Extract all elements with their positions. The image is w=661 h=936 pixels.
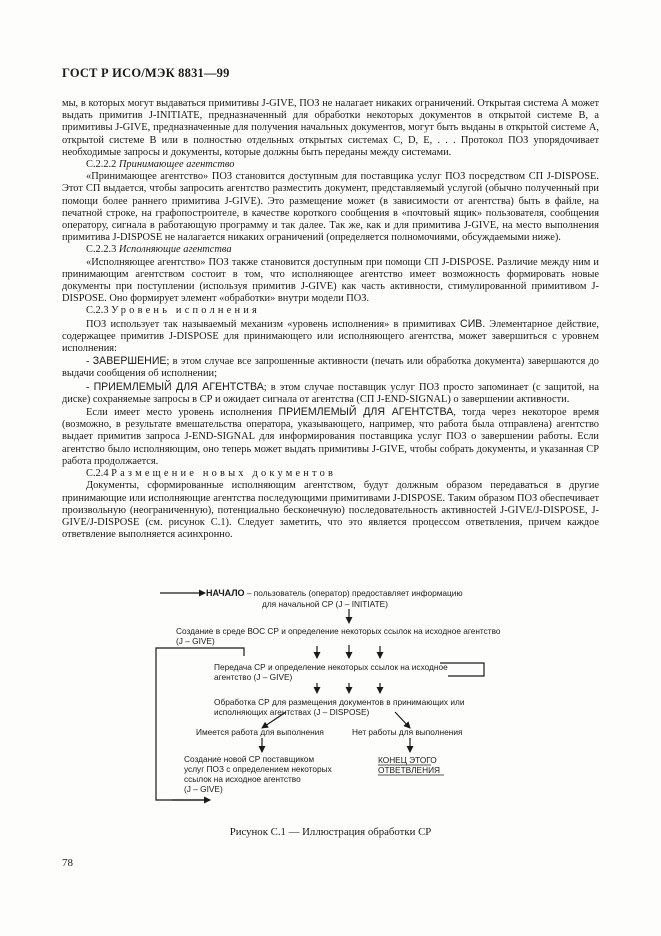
section-heading-c222	[62, 159, 599, 171]
term: ЗАВЕРШЕНИЕ	[92, 355, 167, 368]
text-run: . Элементарное действие, содержащее примитив J-DISPOSE для принимающего или исполняющего агентства, может завершиться с уровнем исполнения:	[62, 318, 599, 355]
list-dash: -	[86, 381, 94, 393]
list-item	[62, 355, 599, 380]
text-run: ; в этом случае поставщик услуг ПОЗ просто запоминает (с защитой, на диске) сохраняемые запросы в СР и ожидает сигнала от агентства (СП J-END-SIGNAL) о завершении активности.	[62, 381, 599, 405]
start-line: НАЧАЛО – пользователь (оператор) предоставляет информацию	[206, 588, 463, 598]
no-work-label: Нет работы для выполнения	[352, 727, 463, 737]
term: СИВ	[460, 317, 483, 330]
paragraph: «Принимающее агентство» ПОЗ становится доступным для поставщика услуг ПОЗ посредством СП J-DISPOSE. Этот СП выдается, чтобы запросить агентство разместить документ, представляемый услугой (обычно полученный при помощи более раннего примитива J-GIVE). Это размещение может (в зависимости от агентства) быть в файле, на печатной строке, на графопостроителе, в качестве короткого сообщения в «почтовый ящик» пользователя, сообщения оператору, сигнала в работающую программу и так далее. Так же, как и для примитива J-GIVE, на место выполнения примитива J-DISPOSE не налагается никаких ограничений (определяется полномочиями, обсуждаемыми ниже).	[62, 171, 599, 244]
text-run: ; в этом случае все запрошенные активности (печать или обработка документа) завершаются до выдачи сообщения об исполнении;	[62, 356, 600, 380]
text-run: , тогда через некоторое время (возможно, в результате вмешательства оператора, указывающего, например, что работа была отправлена) агентство выдает примитив запроса J-END-SIGNAL для информирования поставщика услуг ПОЗ о завершении работы. Если агентство было исполняющим, оно теперь может выдать примитивы J-GIVE, чтобы собрать документы, и указанная СР работа продолжается.	[62, 407, 599, 467]
page-number: 78	[62, 857, 73, 869]
arrow-to-no-work	[395, 712, 410, 728]
term: ПРИЕМЛЕМЫЙ ДЛЯ АГЕНТСТВА	[93, 380, 264, 393]
start-line-2: для начальной СР (J – INITIATE)	[262, 599, 388, 609]
section-title: Размещение новых документов	[111, 468, 337, 480]
new-cp-line-3: ссылок на исходное агентство	[184, 774, 301, 784]
section-heading-c24	[62, 468, 599, 480]
process-line-2: исполняющих агентствах (J – DISPOSE)	[214, 707, 370, 717]
text-run: ПОЗ использует так называемый механизм «уровень исполнения» в примитивах	[86, 318, 461, 330]
transfer-line-1: Передача СР и определение некоторых ссылок на исходное	[214, 662, 448, 672]
create-line-1: Создание в среде ВОС СР и определение некоторых ссылок на исходное агентство	[176, 626, 501, 636]
new-cp-line-4: (J – GIVE)	[184, 784, 223, 794]
paragraph: «Исполняющее агентство» ПОЗ также становится доступным при помощи СП J-DISPOSE. Различие между ним и принимающим агентством состоит в том, что исполняющее агентство имеет возможность формировать новые документы при поступлении (используя примитив J-GIVE) как часть активности, стимулированной примитивом J-DISPOSE. Оно формирует элемент «обработки» внутри модели ПОЗ.	[62, 256, 599, 305]
section-title: Принимающее агентство	[118, 159, 235, 171]
section-number: С.2.3	[86, 305, 109, 317]
arrow-to-has-work	[262, 712, 286, 728]
create-line-2: (J – GIVE)	[176, 636, 215, 646]
term: ПРИЕМЛЕМЫЙ ДЛЯ АГЕНТСТВА	[278, 406, 454, 419]
end-line-1: КОНЕЦ ЭТОГО	[378, 755, 437, 765]
section-number: С.2.4	[86, 468, 109, 480]
process-line-1: Обработка СР для размещения документов в принимающих или	[214, 697, 465, 707]
page-header: ГОСТ Р ИСО/МЭК 8831—99	[62, 66, 230, 80]
section-number: С.2.2.2	[86, 159, 117, 171]
text-run: Если имеет место уровень исполнения	[86, 407, 279, 419]
section-heading-c23	[62, 305, 599, 317]
paragraph	[62, 318, 599, 356]
transfer-line-2: агентство (J – GIVE)	[214, 672, 293, 682]
has-work-label: Имеется работа для выполнения	[196, 727, 324, 737]
section-title: Уровень исполнения	[111, 305, 260, 317]
figure-caption: Рисунок С.1 — Иллюстрация обработки СР	[229, 826, 432, 838]
section-title: Исполняющие агентства	[118, 244, 232, 256]
loop-line	[156, 648, 244, 800]
list-item	[62, 381, 599, 406]
paragraph: Документы, сформированные исполняющим агентством, будут должным образом передаваться в другие принимающие или исполняющие агентства последующими примитивами J-DISPOSE. Таким образом ПОЗ обеспечивает произвольную (неограниченную), потенциально бесконечную) последовательность активностей J-GIVE/J-DISPOSE, J-GIVE/J-DISPOSE (см. рисунок С.1). Следует заметить, что это является процессом ответвления, причем каждое ответвление выполняется асинхронно.	[62, 480, 599, 541]
end-line-2: ОТВЕТВЛЕНИЯ	[378, 765, 441, 775]
list-dash: -	[86, 356, 93, 368]
new-cp-line-2: услуг ПОЗ с определением некоторых	[184, 764, 332, 774]
section-number: С.2.2.3	[86, 244, 117, 256]
paragraph	[62, 406, 599, 468]
new-cp-line-1: Создание новой СР поставщиком	[184, 754, 315, 764]
paragraph: мы, в которых могут выдаваться примитивы J-GIVE, ПОЗ не налагает никаких ограничений. Открытая система А может выдать примитив J-INITIATE, предназначенный для обработки некоторых документов в открытой системе В, а примитивы J-GIVE, предназначенные для получения начальных документов, могут быть выданы в открытой системе А, открытой системе В или в полностью отдельных открытых системах С, D, Е, . . . Протокол ПОЗ упорядочивает необходимые запросы и документы, которые должны быть переданы между системами.	[62, 98, 599, 158]
body-text	[62, 98, 599, 541]
section-heading-c223	[62, 244, 599, 256]
transfer-bracket	[440, 663, 484, 676]
